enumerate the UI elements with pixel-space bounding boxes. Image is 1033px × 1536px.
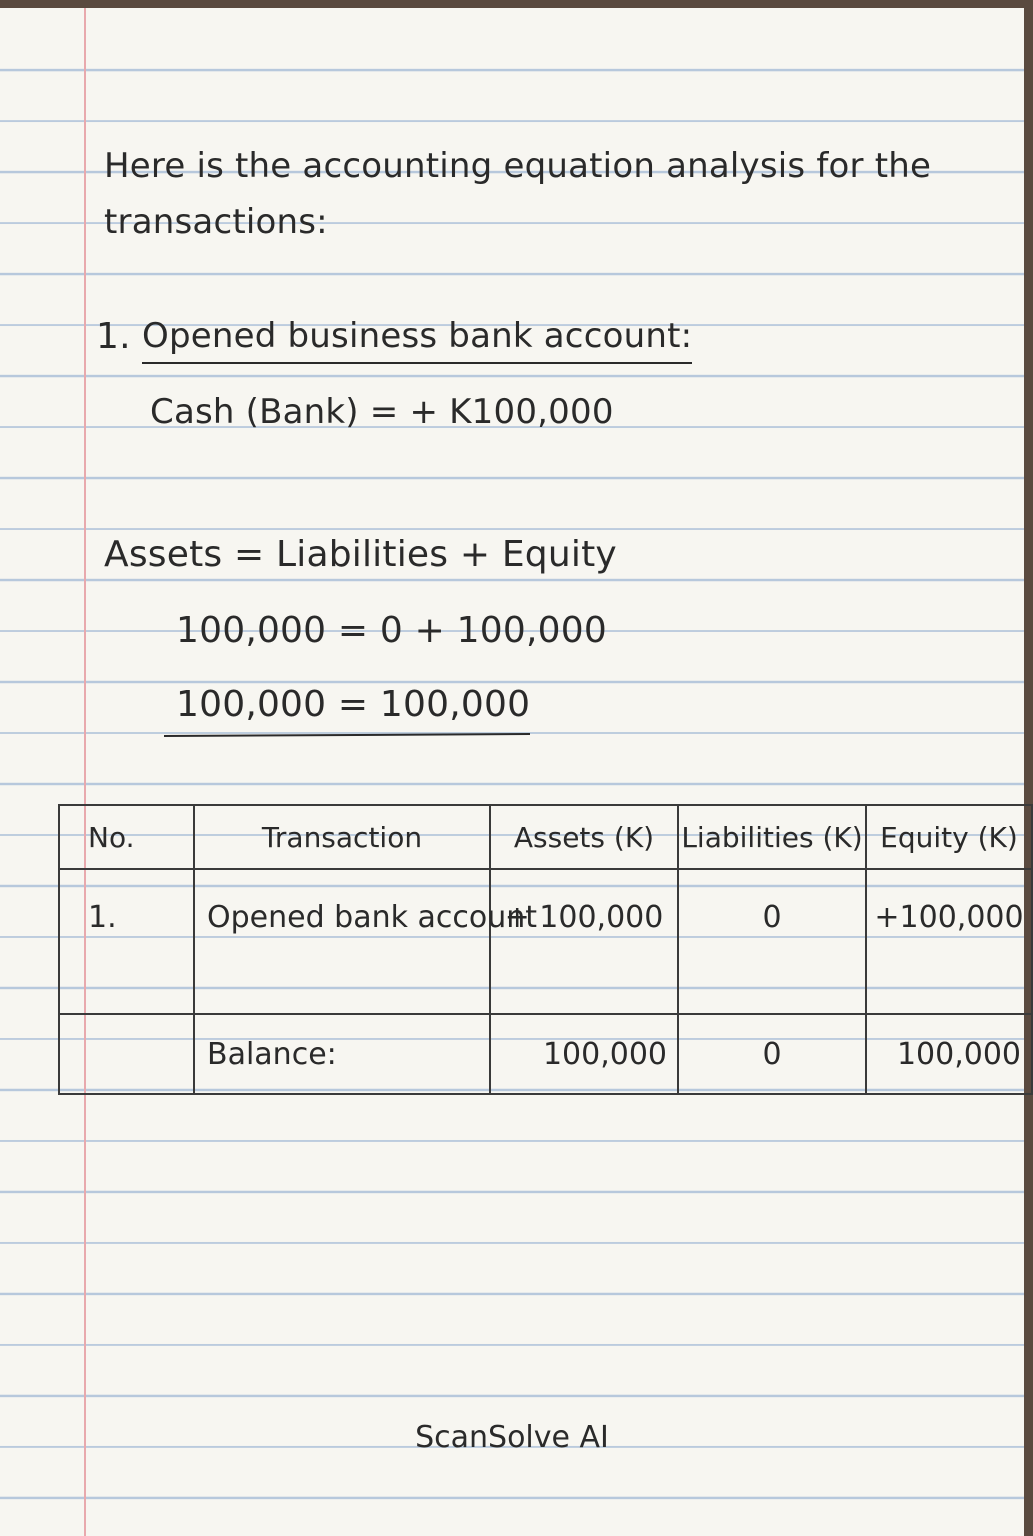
cash-entry: Cash (Bank) = + K100,000 [150, 392, 614, 432]
footer-brand: ScanSolve AI [415, 1420, 609, 1455]
cell-no: 1. [59, 869, 194, 1014]
equation-heading: Assets = Liabilities + Equity [104, 534, 617, 575]
table-row [59, 869, 1032, 1014]
cell-equity: 100,000 [866, 1014, 1032, 1094]
equation-underline [164, 733, 530, 737]
ledger-table [58, 804, 1033, 1095]
table-row-balance [59, 1014, 1032, 1094]
cell-no [59, 1014, 194, 1094]
cell-transaction: Opened bank account [194, 869, 490, 1014]
step-number: 1. [96, 316, 131, 357]
notebook-page [0, 8, 1024, 1536]
cell-liabilities: 0 [678, 869, 866, 1014]
cell-equity: +100,000 [866, 869, 1032, 1014]
header-equity: Equity (K) [866, 805, 1032, 869]
cell-transaction: Balance: [194, 1014, 490, 1094]
equation-line-2: 100,000 = 100,000 [176, 684, 531, 725]
ledger-table-container [58, 804, 1024, 1095]
cell-assets: 100,000 [490, 1014, 678, 1094]
step-title: Opened business bank account: [142, 316, 692, 364]
cell-assets: + 100,000 [490, 869, 678, 1014]
header-liabilities: Liabilities (K) [678, 805, 866, 869]
intro-line-2: transactions: [104, 202, 328, 242]
table-header-row [59, 805, 1032, 869]
equation-line-1: 100,000 = 0 + 100,000 [176, 610, 607, 651]
margin-line [84, 8, 86, 1536]
header-assets: Assets (K) [490, 805, 678, 869]
intro-line-1: Here is the accounting equation analysis for the [104, 146, 932, 186]
header-no: No. [59, 805, 194, 869]
cell-liabilities: 0 [678, 1014, 866, 1094]
header-transaction: Transaction [194, 805, 490, 869]
